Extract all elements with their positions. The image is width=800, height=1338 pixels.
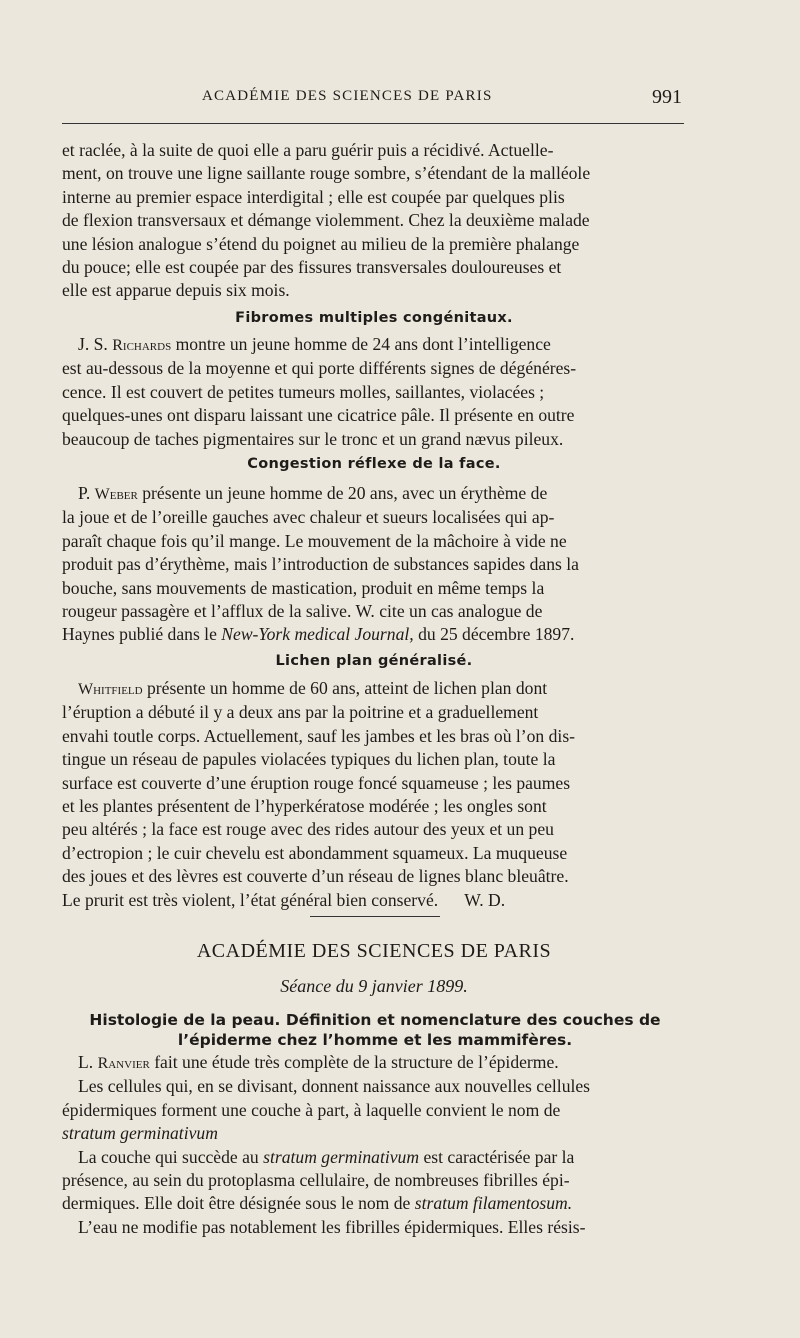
text-line: de flexion transversaux et démange violemment. Chez la deuxième malade	[62, 210, 590, 231]
article-heading-line: l’épiderme chez l’homme et les mammifères.	[177, 1031, 573, 1049]
author-initials: L.	[78, 1052, 94, 1072]
text-line: la joue et de l’oreille gauches avec chaleur et sueurs localisées qui ap-	[62, 507, 555, 528]
text-line: surface est couverte d’une éruption rouge foncé squameuse ; les paumes	[62, 772, 571, 793]
journal-title: New-York medical Journal,	[221, 624, 414, 645]
line-end: du 25 décembre 1897.	[413, 624, 575, 645]
text-line: quelques-unes ont disparu laissant une cicatrice pâle. Il présente en outre	[62, 405, 575, 426]
text-line: une lésion analogue s’étend du poignet au milieu de la première phalange	[62, 233, 580, 254]
section-title: ACADÉMIE DES SCIENCES DE PARIS	[196, 940, 552, 962]
text-line: peu altérés ; la face est rouge avec des rides autour des yeux et un peu	[62, 819, 554, 840]
article-heading	[62, 1010, 688, 1050]
author-initials: P.	[78, 483, 91, 503]
text-line	[62, 1051, 686, 1075]
section-heading-lichen: Lichen plan généralisé.	[275, 653, 473, 669]
section-heading-fibromes: Fibromes multiples congénitaux.	[235, 310, 513, 326]
line-start: La couche qui succède au	[78, 1146, 264, 1167]
text-line: rougeur passagère et l’afflux de la salive. W. cite un cas analogue de	[62, 601, 543, 622]
text-line: envahi toutle corps. Actuellement, sauf les jambes et les bras où l’on dis-	[62, 725, 576, 746]
text-line: L’eau ne modifie pas notablement les fibrilles épidermiques. Elles résis-	[78, 1216, 586, 1237]
text-line: du pouce; elle est coupée par des fissures transversales douloureuses et	[62, 257, 562, 278]
text-line	[62, 623, 686, 646]
text-line: interne au premier espace interdigital ; elle est coupée par quelques plis	[62, 186, 565, 207]
text-line: paraît chaque fois qu’il mange. Le mouvement de la mâchoire à vide ne	[62, 530, 567, 551]
section-heading-congestion: Congestion réflexe de la face.	[247, 456, 501, 472]
author-name: Whitfield	[78, 681, 143, 698]
latin-term: stratum filamentosum.	[414, 1193, 573, 1214]
continued-paragraph	[62, 139, 686, 303]
text-line	[62, 677, 686, 701]
line-start: Haynes publié dans le	[62, 624, 222, 645]
fibromes-paragraph	[62, 333, 686, 451]
text-line: elle est apparue depuis six mois.	[62, 280, 290, 301]
article-heading-line: Histologie de la peau. Définition et nomenclature des couches de	[89, 1011, 661, 1029]
running-title: ACADÉMIE DES SCIENCES DE PARIS	[202, 88, 493, 104]
lichen-paragraph	[62, 677, 686, 912]
text-line: présence, au sein du protoplasma cellulaire, de nombreuses fibrilles épi-	[62, 1170, 570, 1191]
section-divider	[310, 916, 440, 917]
page-number: 991	[652, 86, 682, 108]
header-rule	[62, 123, 684, 124]
text-line: est au-dessous de la moyenne et qui porte différents signes de dégénéres-	[62, 358, 577, 379]
line-rest: fait une étude très complète de la structure de l’épiderme.	[149, 1052, 559, 1072]
text-line	[62, 482, 686, 506]
latin-term: stratum germinativum	[62, 1123, 218, 1144]
line-rest: montre un jeune homme de 24 ans dont l’intelligence	[171, 334, 551, 354]
congestion-paragraph	[62, 482, 686, 647]
author-name: Richards	[112, 337, 172, 354]
author-name: Weber	[94, 486, 138, 503]
author-initials: J. S.	[78, 334, 108, 354]
text-line	[62, 1192, 686, 1215]
text-line: d’ectropion ; le cuir chevelu est abondamment squameux. La muqueuse	[62, 842, 568, 863]
text-line: et raclée, à la suite de quoi elle a paru guérir puis a récidivé. Actuelle-	[62, 140, 554, 160]
text-line: produit pas d’érythème, mais l’introduction de substances sapides dans la	[62, 554, 579, 575]
histology-text	[62, 1051, 686, 1239]
latin-term: stratum germinativum	[263, 1146, 420, 1167]
text-line: bouche, sans mouvements de mastication, produit en même temps la	[62, 577, 545, 598]
line-end: est caractérisée par la	[419, 1146, 575, 1167]
text-line: ment, on trouve une ligne saillante rouge sombre, s’étendant de la malléole	[62, 163, 591, 184]
text-line: épidermiques forment une couche à part, à laquelle convient le nom de	[62, 1099, 561, 1120]
text-line: tingue un réseau de papules violacées typiques du lichen plan, toute la	[62, 749, 556, 770]
line-start: dermiques. Elle doit être désignée sous le nom de	[62, 1193, 415, 1214]
text-line: des joues et des lèvres est couverte d’un réseau de lignes blanc bleuâtre.	[62, 866, 569, 887]
text-line: cence. Il est couvert de petites tumeurs molles, saillantes, violacées ;	[62, 381, 545, 402]
session-date: Séance du 9 janvier 1899.	[280, 976, 468, 996]
running-head	[62, 86, 682, 114]
text-line: l’éruption a débuté il y a deux ans par la poitrine et a graduellement	[62, 702, 539, 723]
text-line: beaucoup de taches pigmentaires sur le tronc et un grand nævus pileux.	[62, 428, 564, 449]
text-line: et les plantes présentent de l’hyperkératose modérée ; les ongles sont	[62, 796, 547, 817]
author-name: Ranvier	[97, 1055, 150, 1072]
text-line: Le prurit est très violent, l’état général bien conservé. W. D.	[62, 889, 506, 910]
text-line	[62, 1146, 686, 1169]
text-line: Les cellules qui, en se divisant, donnent naissance aux nouvelles cellules	[78, 1076, 591, 1097]
line-rest: présente un homme de 60 ans, atteint de lichen plan dont	[142, 678, 548, 698]
line-rest: présente un jeune homme de 20 ans, avec un érythème de	[137, 483, 548, 503]
text-line	[62, 333, 686, 357]
